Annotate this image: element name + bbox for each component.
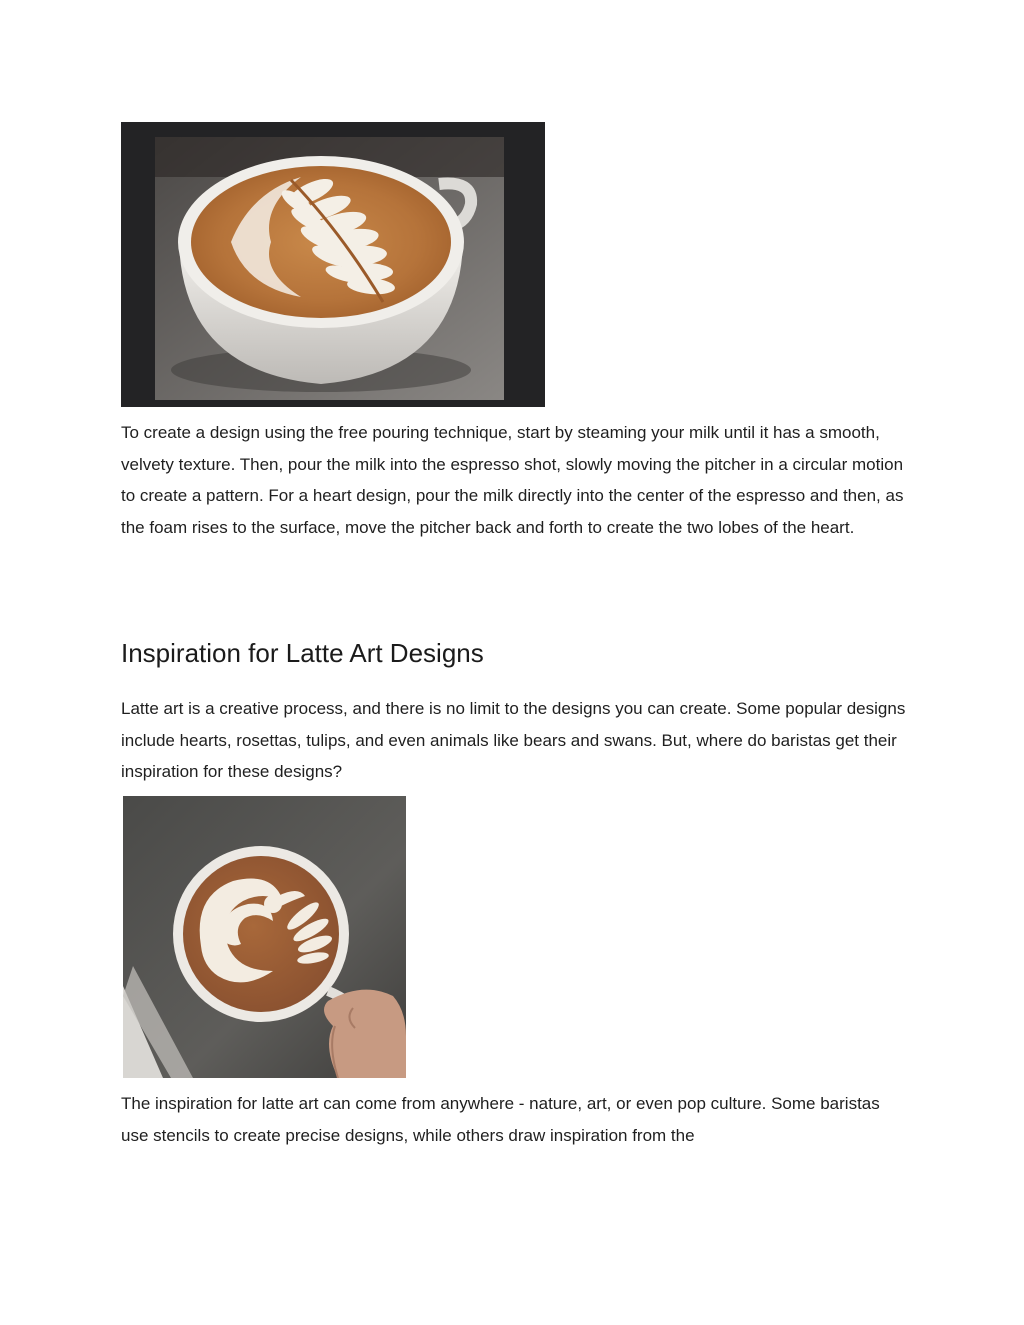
inspiration-sources-paragraph: The inspiration for latte art can come from anywhere - nature, art, or even pop culture. Some baristas use stencils to create precise designs, while others draw inspiration from the xyxy=(121,1094,880,1145)
creative-process-paragraph: Latte art is a creative process, and there is no limit to the designs you can create. Some popular designs include hearts, rosettas, tulips, and even animals like bears and swans. But, where do baristas get their inspiration for these designs? xyxy=(121,699,906,782)
inspiration-heading: Inspiration for Latte Art Designs xyxy=(121,638,484,668)
rosetta-latte-photo xyxy=(121,122,545,407)
free-pour-paragraph: To create a design using the free pouring technique, start by steaming your milk until it has a smooth, velvety texture. Then, pour the milk into the espresso shot, slowly moving the pitcher in a circular motion to create a pattern. For a heart design, pour the milk directly into the center of the espresso and then, as the foam rises to the surface, move the pitcher back and forth to create the two lobes of the heart. xyxy=(121,423,904,537)
swan-latte-photo xyxy=(123,796,406,1078)
